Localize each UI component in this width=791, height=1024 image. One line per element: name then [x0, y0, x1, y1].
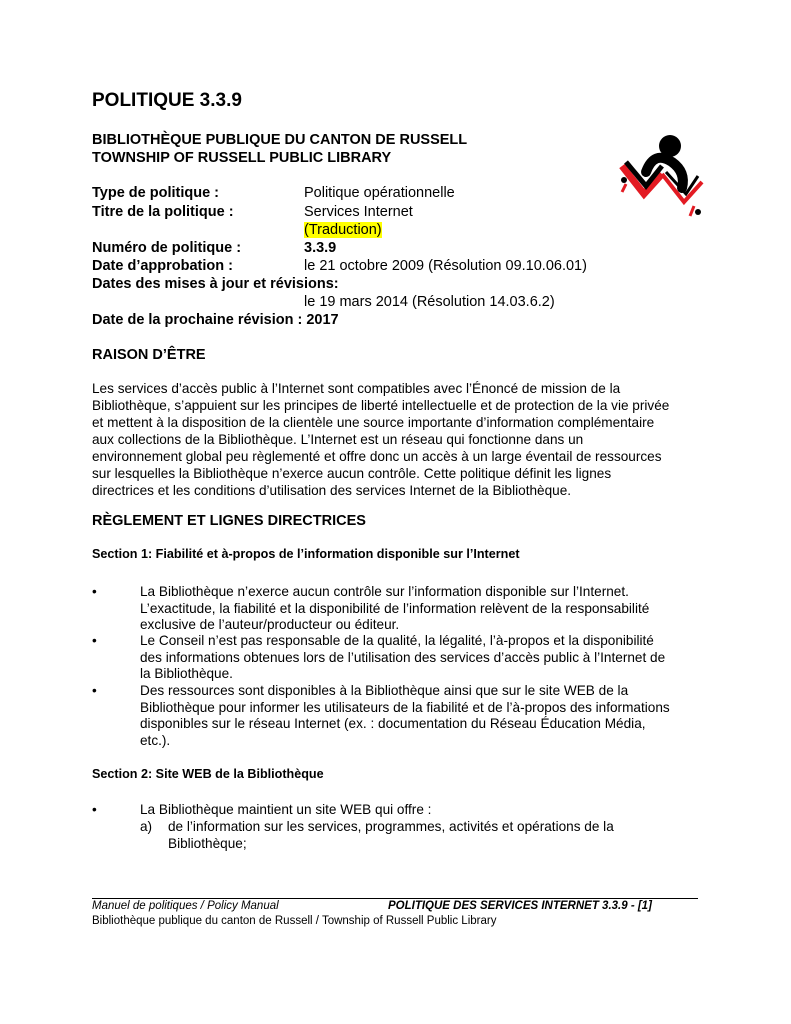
footer-library-label: Bibliothèque publique du canton de Russell / Township of Russell Public Library: [92, 915, 497, 927]
section1-title: Section 1: Fiabilité et à-propos de l’information disponible sur l’Internet: [92, 547, 520, 561]
bullet-line: des informations obtenues lors de l’utilisation des services d’accès public à l’Internet de: [140, 649, 666, 665]
footer-policy-label: POLITIQUE DES SERVICES INTERNET 3.3.9 - [1]: [388, 900, 652, 912]
library-name-fr: BIBLIOTHÈQUE PUBLIQUE DU CANTON DE RUSSELL: [92, 132, 468, 148]
sub-item-line: de l’information sur les services, programmes, activités et opérations de la: [168, 819, 614, 834]
bullet-line: Bibliothèque pour informer les utilisateurs de la fiabilité et de l’à-propos des informations: [140, 699, 670, 715]
bullet-line: exclusive de l’auteur/producteur ou éditeur.: [140, 617, 400, 632]
raison-line: directrices et les conditions d’utilisation des services Internet de la Bibliothèque.: [92, 483, 572, 498]
raison-line: et mettent à la disposition de la clientèle une source importante d’information complémentaire: [92, 415, 655, 430]
meta-type-row: [92, 185, 652, 204]
raison-line: sur lesquelles la Bibliothèque n’exerce aucun contrôle. Cette politique définit les lignes: [92, 466, 612, 481]
sub-item-line: Bibliothèque;: [168, 835, 247, 851]
meta-traduction-row: [92, 222, 652, 241]
meta-numero-label: Numéro de politique :: [92, 240, 242, 256]
footer-manual-label: Manuel de politiques / Policy Manual: [92, 900, 279, 912]
raison-paragraph: [92, 380, 702, 499]
sub-item-letter: a): [140, 819, 153, 834]
reglement-heading: RÈGLEMENT ET LIGNES DIRECTRICES: [92, 513, 366, 529]
meta-mises-value: le 19 mars 2014 (Résolution 14.03.6.2): [304, 294, 555, 310]
bullet-line: Des ressources sont disponibles à la Bibliothèque ainsi que sur le site WEB de la: [140, 683, 629, 698]
raison-line: aux collections de la Bibliothèque. L’Internet est un réseau qui fonctionne dans un: [92, 432, 584, 447]
meta-titre-row: [92, 204, 652, 223]
bullet-line: etc.).: [140, 732, 171, 748]
raison-line: environnement global peu règlementé et offre donc un accès à un large éventail de ressources: [92, 449, 662, 464]
section2-title: Section 2: Site WEB de la Bibliothèque: [92, 767, 324, 781]
meta-mises-row: [92, 276, 652, 295]
library-name-en: TOWNSHIP OF RUSSELL PUBLIC LIBRARY: [92, 150, 392, 166]
bullet-line: La Bibliothèque maintient un site WEB qui offre :: [140, 802, 432, 817]
meta-type-label: Type de politique :: [92, 185, 220, 201]
logo-dot-left: [621, 177, 627, 183]
meta-mises-value-row: [92, 294, 652, 313]
raison-line: Bibliothèque, s’appuient sur les principes de liberté intellectuelle et de protection de la vie privée: [92, 398, 670, 413]
meta-prochaine-row: [92, 312, 652, 331]
policy-title: POLITIQUE 3.3.9: [92, 90, 242, 111]
bullet-icon: •: [92, 584, 97, 599]
footer-divider: [92, 898, 698, 899]
meta-approbation-label: Date d’approbation :: [92, 258, 233, 274]
meta-prochaine-revision: Date de la prochaine révision : 2017: [92, 312, 339, 328]
bullet-line: Le Conseil n’est pas responsable de la qualité, la légalité, l’à-propos et la disponibilité: [140, 633, 654, 648]
meta-traduction: (Traduction): [304, 222, 382, 238]
logo-red-tick-right: [690, 206, 694, 216]
meta-titre-label: Titre de la politique :: [92, 204, 234, 220]
raison-line: Les services d’accès public à l’Internet sont compatibles avec l’Énoncé de mission de la: [92, 381, 621, 396]
bullet-icon: •: [92, 802, 97, 817]
bullet-line: L’exactitude, la fiabilité et la disponibilité de l’information relèvent de la responsabilité: [140, 600, 650, 616]
logo-dot-right: [695, 209, 701, 215]
bullet-icon: •: [92, 683, 97, 698]
meta-mises-label: Dates des mises à jour et révisions:: [92, 276, 339, 292]
bullet-icon: •: [92, 633, 97, 648]
bullet-line: la Bibliothèque.: [140, 666, 233, 681]
meta-type-value: Politique opérationnelle: [304, 185, 455, 201]
meta-numero-row: [92, 240, 652, 259]
bullet-line: disponibles sur le réseau Internet (ex. : documentation du Réseau Éducation Média,: [140, 716, 646, 731]
meta-approbation-value: le 21 octobre 2009 (Résolution 09.10.06.01): [304, 258, 587, 274]
meta-titre-value: Services Internet: [304, 204, 413, 220]
raison-heading: RAISON D’ÊTRE: [92, 347, 206, 363]
meta-numero-value: 3.3.9: [304, 240, 337, 256]
bullet-line: La Bibliothèque n’exerce aucun contrôle sur l’information disponible sur l’Internet.: [140, 584, 629, 599]
meta-approbation-row: [92, 258, 652, 277]
